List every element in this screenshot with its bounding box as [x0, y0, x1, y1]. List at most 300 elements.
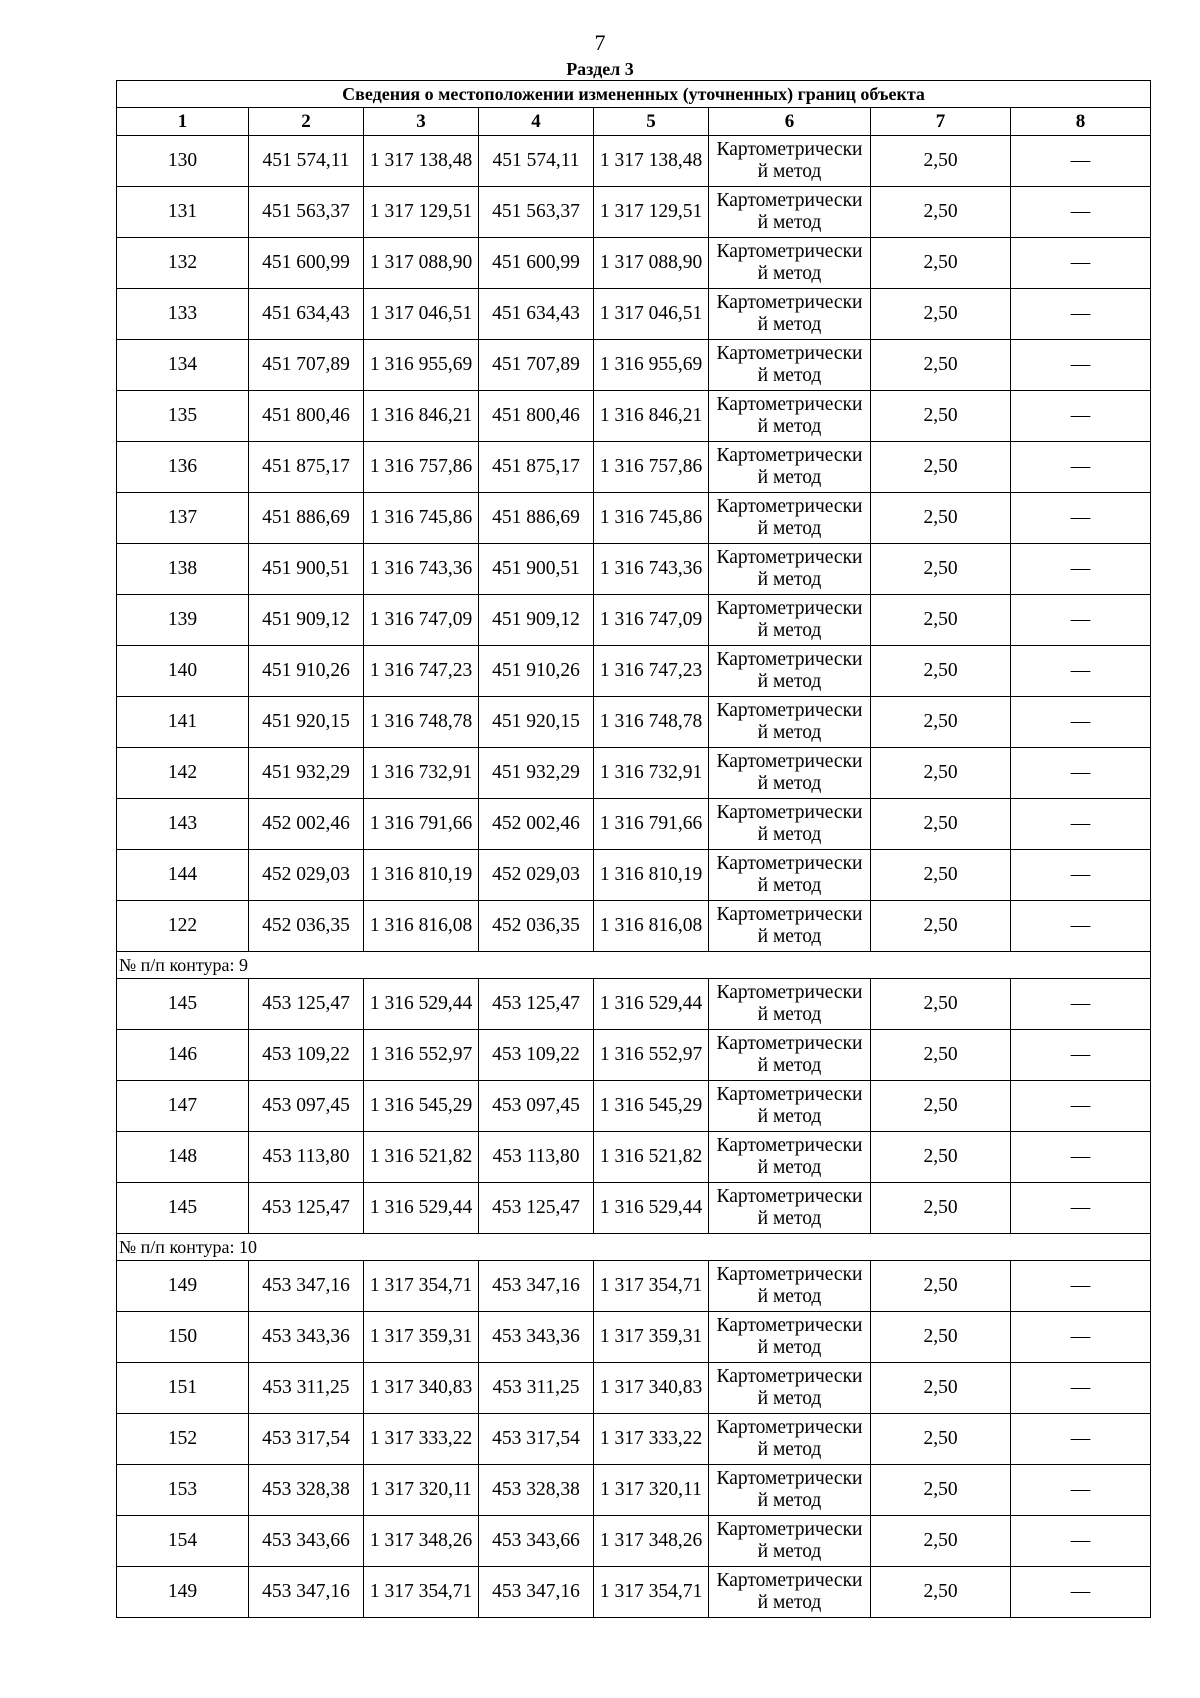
- existing-y-cell: 1 316 552,97: [364, 1030, 479, 1081]
- refined-x-cell: 451 875,17: [479, 442, 594, 493]
- point-number-cell: 137: [117, 493, 249, 544]
- accuracy-cell: 2,50: [871, 340, 1011, 391]
- method-cell: [709, 979, 871, 1030]
- table-row: [117, 442, 1151, 493]
- refined-y-cell: 1 316 757,86: [594, 442, 709, 493]
- existing-y-cell: 1 317 320,11: [364, 1465, 479, 1516]
- method-cell: [709, 340, 871, 391]
- method-line-2: й метод: [757, 1208, 822, 1229]
- method-line-2: й метод: [757, 314, 822, 335]
- accuracy-cell: 2,50: [871, 391, 1011, 442]
- method-line-1: Картометрически: [716, 445, 863, 466]
- method-line-1: Картометрически: [716, 1417, 863, 1438]
- point-number-cell: 139: [117, 595, 249, 646]
- method-line-2: й метод: [757, 1439, 822, 1460]
- column-header: 1: [117, 108, 249, 136]
- existing-y-cell: 1 317 046,51: [364, 289, 479, 340]
- refined-x-cell: 453 125,47: [479, 1183, 594, 1234]
- refined-y-cell: 1 316 529,44: [594, 979, 709, 1030]
- description-cell: —: [1011, 595, 1151, 646]
- accuracy-cell: 2,50: [871, 1261, 1011, 1312]
- table-row: [117, 850, 1151, 901]
- accuracy-cell: 2,50: [871, 697, 1011, 748]
- table-row: [117, 1567, 1151, 1618]
- existing-x-cell: 451 574,11: [249, 136, 364, 187]
- column-header: 4: [479, 108, 594, 136]
- description-cell: —: [1011, 493, 1151, 544]
- refined-x-cell: 453 343,66: [479, 1516, 594, 1567]
- point-number-cell: 153: [117, 1465, 249, 1516]
- method-cell: [709, 595, 871, 646]
- point-number-cell: 142: [117, 748, 249, 799]
- refined-y-cell: 1 317 354,71: [594, 1567, 709, 1618]
- method-line-1: Картометрически: [716, 1264, 863, 1285]
- refined-x-cell: 452 029,03: [479, 850, 594, 901]
- column-number-row: [117, 108, 1151, 136]
- method-cell: [709, 1414, 871, 1465]
- point-number-cell: 133: [117, 289, 249, 340]
- refined-x-cell: 451 920,15: [479, 697, 594, 748]
- method-cell: [709, 697, 871, 748]
- description-cell: —: [1011, 697, 1151, 748]
- existing-x-cell: 453 343,36: [249, 1312, 364, 1363]
- column-header: 7: [871, 108, 1011, 136]
- existing-y-cell: 1 316 810,19: [364, 850, 479, 901]
- method-line-1: Картометрически: [716, 904, 863, 925]
- description-cell: —: [1011, 979, 1151, 1030]
- refined-x-cell: 451 910,26: [479, 646, 594, 697]
- existing-y-cell: 1 316 791,66: [364, 799, 479, 850]
- description-cell: —: [1011, 340, 1151, 391]
- method-line-1: Картометрически: [716, 1135, 863, 1156]
- existing-y-cell: 1 317 138,48: [364, 136, 479, 187]
- table-row: [117, 595, 1151, 646]
- method-line-2: й метод: [757, 1337, 822, 1358]
- existing-y-cell: 1 317 359,31: [364, 1312, 479, 1363]
- table-row: [117, 1363, 1151, 1414]
- existing-x-cell: 451 800,46: [249, 391, 364, 442]
- description-cell: —: [1011, 442, 1151, 493]
- refined-x-cell: 453 347,16: [479, 1567, 594, 1618]
- refined-x-cell: 453 343,36: [479, 1312, 594, 1363]
- method-line-1: Картометрически: [716, 1315, 863, 1336]
- existing-x-cell: 451 910,26: [249, 646, 364, 697]
- method-line-2: й метод: [757, 1388, 822, 1409]
- existing-x-cell: 451 900,51: [249, 544, 364, 595]
- refined-y-cell: 1 316 521,82: [594, 1132, 709, 1183]
- column-header: 2: [249, 108, 364, 136]
- table-row: [117, 238, 1151, 289]
- existing-x-cell: 453 109,22: [249, 1030, 364, 1081]
- existing-y-cell: 1 316 747,23: [364, 646, 479, 697]
- method-line-2: й метод: [757, 1592, 822, 1613]
- method-line-1: Картометрически: [716, 1084, 863, 1105]
- method-cell: [709, 442, 871, 493]
- accuracy-cell: 2,50: [871, 799, 1011, 850]
- existing-y-cell: 1 317 354,71: [364, 1567, 479, 1618]
- refined-y-cell: 1 316 791,66: [594, 799, 709, 850]
- refined-y-cell: 1 316 748,78: [594, 697, 709, 748]
- existing-x-cell: 451 707,89: [249, 340, 364, 391]
- point-number-cell: 145: [117, 979, 249, 1030]
- method-line-2: й метод: [757, 1004, 822, 1025]
- existing-y-cell: 1 317 333,22: [364, 1414, 479, 1465]
- accuracy-cell: 2,50: [871, 1414, 1011, 1465]
- existing-y-cell: 1 317 129,51: [364, 187, 479, 238]
- refined-y-cell: 1 316 745,86: [594, 493, 709, 544]
- refined-x-cell: 451 932,29: [479, 748, 594, 799]
- existing-y-cell: 1 316 732,91: [364, 748, 479, 799]
- refined-y-cell: 1 316 545,29: [594, 1081, 709, 1132]
- method-cell: [709, 1081, 871, 1132]
- existing-x-cell: 452 002,46: [249, 799, 364, 850]
- existing-y-cell: 1 317 088,90: [364, 238, 479, 289]
- existing-x-cell: 451 600,99: [249, 238, 364, 289]
- method-cell: [709, 187, 871, 238]
- method-line-2: й метод: [757, 773, 822, 794]
- existing-y-cell: 1 316 529,44: [364, 1183, 479, 1234]
- description-cell: —: [1011, 1030, 1151, 1081]
- contour-row: [117, 952, 1151, 979]
- existing-x-cell: 453 347,16: [249, 1261, 364, 1312]
- point-number-cell: 145: [117, 1183, 249, 1234]
- column-header: 5: [594, 108, 709, 136]
- table-row: [117, 1081, 1151, 1132]
- refined-y-cell: 1 317 129,51: [594, 187, 709, 238]
- method-line-2: й метод: [757, 416, 822, 437]
- method-cell: [709, 1183, 871, 1234]
- refined-y-cell: 1 317 354,71: [594, 1261, 709, 1312]
- refined-y-cell: 1 317 333,22: [594, 1414, 709, 1465]
- existing-y-cell: 1 316 846,21: [364, 391, 479, 442]
- refined-y-cell: 1 317 359,31: [594, 1312, 709, 1363]
- method-line-2: й метод: [757, 365, 822, 386]
- description-cell: —: [1011, 1081, 1151, 1132]
- method-line-1: Картометрически: [716, 496, 863, 517]
- refined-y-cell: 1 316 747,23: [594, 646, 709, 697]
- existing-x-cell: 453 125,47: [249, 979, 364, 1030]
- existing-x-cell: 453 328,38: [249, 1465, 364, 1516]
- refined-y-cell: 1 316 955,69: [594, 340, 709, 391]
- table-row: [117, 1414, 1151, 1465]
- existing-x-cell: 451 932,29: [249, 748, 364, 799]
- point-number-cell: 152: [117, 1414, 249, 1465]
- method-cell: [709, 544, 871, 595]
- description-cell: —: [1011, 136, 1151, 187]
- method-cell: [709, 646, 871, 697]
- column-header: 6: [709, 108, 871, 136]
- refined-x-cell: 451 600,99: [479, 238, 594, 289]
- point-number-cell: 131: [117, 187, 249, 238]
- accuracy-cell: 2,50: [871, 1183, 1011, 1234]
- existing-x-cell: 453 343,66: [249, 1516, 364, 1567]
- method-line-1: Картометрически: [716, 802, 863, 823]
- refined-x-cell: 452 002,46: [479, 799, 594, 850]
- method-line-1: Картометрически: [716, 1570, 863, 1591]
- refined-x-cell: 453 125,47: [479, 979, 594, 1030]
- description-cell: —: [1011, 391, 1151, 442]
- existing-x-cell: 451 563,37: [249, 187, 364, 238]
- refined-y-cell: 1 317 340,83: [594, 1363, 709, 1414]
- refined-y-cell: 1 316 846,21: [594, 391, 709, 442]
- refined-x-cell: 453 317,54: [479, 1414, 594, 1465]
- page-number: 7: [594, 30, 606, 55]
- point-number-cell: 144: [117, 850, 249, 901]
- contour-label: № п/п контура: 9: [117, 952, 1151, 979]
- point-number-cell: 140: [117, 646, 249, 697]
- refined-y-cell: 1 317 138,48: [594, 136, 709, 187]
- existing-x-cell: 451 875,17: [249, 442, 364, 493]
- method-line-2: й метод: [757, 1106, 822, 1127]
- refined-y-cell: 1 316 816,08: [594, 901, 709, 952]
- refined-y-cell: 1 316 552,97: [594, 1030, 709, 1081]
- accuracy-cell: 2,50: [871, 1516, 1011, 1567]
- method-cell: [709, 1312, 871, 1363]
- accuracy-cell: 2,50: [871, 646, 1011, 697]
- accuracy-cell: 2,50: [871, 493, 1011, 544]
- point-number-cell: 132: [117, 238, 249, 289]
- existing-x-cell: 452 029,03: [249, 850, 364, 901]
- description-cell: —: [1011, 748, 1151, 799]
- table-row: [117, 493, 1151, 544]
- refined-y-cell: 1 316 747,09: [594, 595, 709, 646]
- existing-y-cell: 1 316 748,78: [364, 697, 479, 748]
- existing-y-cell: 1 316 743,36: [364, 544, 479, 595]
- refined-x-cell: 451 707,89: [479, 340, 594, 391]
- method-cell: [709, 1516, 871, 1567]
- existing-x-cell: 453 113,80: [249, 1132, 364, 1183]
- method-line-2: й метод: [757, 620, 822, 641]
- table-row: [117, 136, 1151, 187]
- table-row: [117, 340, 1151, 391]
- description-cell: —: [1011, 646, 1151, 697]
- method-cell: [709, 901, 871, 952]
- accuracy-cell: 2,50: [871, 901, 1011, 952]
- method-line-1: Картометрически: [716, 394, 863, 415]
- table-row: [117, 289, 1151, 340]
- description-cell: —: [1011, 544, 1151, 595]
- point-number-cell: 130: [117, 136, 249, 187]
- contour-label: № п/п контура: 10: [117, 1234, 1151, 1261]
- method-line-2: й метод: [757, 671, 822, 692]
- column-header: 3: [364, 108, 479, 136]
- method-line-1: Картометрически: [716, 700, 863, 721]
- description-cell: —: [1011, 238, 1151, 289]
- accuracy-cell: 2,50: [871, 544, 1011, 595]
- refined-y-cell: 1 316 743,36: [594, 544, 709, 595]
- boundary-table: [116, 80, 1151, 1618]
- refined-y-cell: 1 317 348,26: [594, 1516, 709, 1567]
- accuracy-cell: 2,50: [871, 748, 1011, 799]
- point-number-cell: 122: [117, 901, 249, 952]
- point-number-cell: 146: [117, 1030, 249, 1081]
- accuracy-cell: 2,50: [871, 850, 1011, 901]
- table-row: [117, 799, 1151, 850]
- method-line-1: Картометрически: [716, 190, 863, 211]
- refined-y-cell: 1 316 732,91: [594, 748, 709, 799]
- existing-x-cell: 453 347,16: [249, 1567, 364, 1618]
- refined-x-cell: 453 328,38: [479, 1465, 594, 1516]
- accuracy-cell: 2,50: [871, 136, 1011, 187]
- accuracy-cell: 2,50: [871, 187, 1011, 238]
- table-row: [117, 646, 1151, 697]
- existing-x-cell: 453 125,47: [249, 1183, 364, 1234]
- table-row: [117, 187, 1151, 238]
- refined-y-cell: 1 316 529,44: [594, 1183, 709, 1234]
- accuracy-cell: 2,50: [871, 595, 1011, 646]
- method-line-1: Картометрически: [716, 292, 863, 313]
- existing-y-cell: 1 316 757,86: [364, 442, 479, 493]
- method-line-2: й метод: [757, 212, 822, 233]
- point-number-cell: 141: [117, 697, 249, 748]
- method-cell: [709, 1363, 871, 1414]
- method-line-2: й метод: [757, 467, 822, 488]
- accuracy-cell: 2,50: [871, 442, 1011, 493]
- table-row: [117, 748, 1151, 799]
- accuracy-cell: 2,50: [871, 238, 1011, 289]
- description-cell: —: [1011, 187, 1151, 238]
- method-line-2: й метод: [757, 1541, 822, 1562]
- table-row: [117, 1030, 1151, 1081]
- method-line-2: й метод: [757, 263, 822, 284]
- description-cell: —: [1011, 1261, 1151, 1312]
- method-line-1: Картометрически: [716, 1366, 863, 1387]
- refined-x-cell: 453 347,16: [479, 1261, 594, 1312]
- table-row: [117, 391, 1151, 442]
- accuracy-cell: 2,50: [871, 979, 1011, 1030]
- method-line-1: Картометрически: [716, 139, 863, 160]
- existing-y-cell: 1 317 348,26: [364, 1516, 479, 1567]
- refined-x-cell: 451 900,51: [479, 544, 594, 595]
- refined-x-cell: 451 563,37: [479, 187, 594, 238]
- refined-y-cell: 1 317 320,11: [594, 1465, 709, 1516]
- description-cell: —: [1011, 799, 1151, 850]
- description-cell: —: [1011, 289, 1151, 340]
- description-cell: —: [1011, 901, 1151, 952]
- point-number-cell: 138: [117, 544, 249, 595]
- method-line-2: й метод: [757, 1490, 822, 1511]
- table-row: [117, 1132, 1151, 1183]
- table-row: [117, 697, 1151, 748]
- refined-x-cell: 451 800,46: [479, 391, 594, 442]
- refined-x-cell: 453 109,22: [479, 1030, 594, 1081]
- point-number-cell: 154: [117, 1516, 249, 1567]
- table-body: [117, 136, 1151, 1618]
- refined-y-cell: 1 317 088,90: [594, 238, 709, 289]
- accuracy-cell: 2,50: [871, 1465, 1011, 1516]
- table-row: [117, 1465, 1151, 1516]
- point-number-cell: 149: [117, 1261, 249, 1312]
- point-number-cell: 150: [117, 1312, 249, 1363]
- accuracy-cell: 2,50: [871, 1363, 1011, 1414]
- method-line-2: й метод: [757, 926, 822, 947]
- method-line-1: Картометрически: [716, 1033, 863, 1054]
- existing-x-cell: 453 317,54: [249, 1414, 364, 1465]
- existing-x-cell: 453 097,45: [249, 1081, 364, 1132]
- method-line-1: Картометрически: [716, 1186, 863, 1207]
- method-cell: [709, 799, 871, 850]
- existing-y-cell: 1 316 955,69: [364, 340, 479, 391]
- refined-x-cell: 453 097,45: [479, 1081, 594, 1132]
- method-cell: [709, 1465, 871, 1516]
- description-cell: —: [1011, 1465, 1151, 1516]
- point-number-cell: 147: [117, 1081, 249, 1132]
- existing-x-cell: 451 886,69: [249, 493, 364, 544]
- refined-x-cell: 453 311,25: [479, 1363, 594, 1414]
- description-cell: —: [1011, 1414, 1151, 1465]
- section-title: Раздел 3: [566, 59, 634, 79]
- method-cell: [709, 1030, 871, 1081]
- method-cell: [709, 1567, 871, 1618]
- method-cell: [709, 1261, 871, 1312]
- existing-y-cell: 1 316 816,08: [364, 901, 479, 952]
- existing-x-cell: 451 909,12: [249, 595, 364, 646]
- point-number-cell: 143: [117, 799, 249, 850]
- accuracy-cell: 2,50: [871, 1030, 1011, 1081]
- accuracy-cell: 2,50: [871, 1312, 1011, 1363]
- point-number-cell: 135: [117, 391, 249, 442]
- method-line-2: й метод: [757, 1157, 822, 1178]
- refined-x-cell: 451 634,43: [479, 289, 594, 340]
- method-line-2: й метод: [757, 722, 822, 743]
- column-header: 8: [1011, 108, 1151, 136]
- accuracy-cell: 2,50: [871, 1567, 1011, 1618]
- table-row: [117, 979, 1151, 1030]
- method-line-1: Картометрически: [716, 343, 863, 364]
- table-row: [117, 1183, 1151, 1234]
- method-line-1: Картометрически: [716, 598, 863, 619]
- existing-x-cell: 451 920,15: [249, 697, 364, 748]
- refined-x-cell: 452 036,35: [479, 901, 594, 952]
- method-line-2: й метод: [757, 1055, 822, 1076]
- method-line-1: Картометрически: [716, 1519, 863, 1540]
- table-row: [117, 544, 1151, 595]
- method-cell: [709, 136, 871, 187]
- method-cell: [709, 289, 871, 340]
- method-line-2: й метод: [757, 518, 822, 539]
- description-cell: —: [1011, 1516, 1151, 1567]
- existing-y-cell: 1 317 354,71: [364, 1261, 479, 1312]
- point-number-cell: 136: [117, 442, 249, 493]
- method-line-2: й метод: [757, 1286, 822, 1307]
- table-row: [117, 1261, 1151, 1312]
- existing-y-cell: 1 316 747,09: [364, 595, 479, 646]
- table-row: [117, 1312, 1151, 1363]
- method-line-1: Картометрически: [716, 1468, 863, 1489]
- refined-x-cell: 451 574,11: [479, 136, 594, 187]
- table-row: [117, 901, 1151, 952]
- method-cell: [709, 748, 871, 799]
- contour-row: [117, 1234, 1151, 1261]
- description-cell: —: [1011, 1183, 1151, 1234]
- accuracy-cell: 2,50: [871, 289, 1011, 340]
- existing-y-cell: 1 317 340,83: [364, 1363, 479, 1414]
- method-line-2: й метод: [757, 875, 822, 896]
- description-cell: —: [1011, 1132, 1151, 1183]
- description-cell: —: [1011, 1312, 1151, 1363]
- method-cell: [709, 238, 871, 289]
- method-cell: [709, 493, 871, 544]
- existing-x-cell: 453 311,25: [249, 1363, 364, 1414]
- existing-x-cell: 452 036,35: [249, 901, 364, 952]
- accuracy-cell: 2,50: [871, 1132, 1011, 1183]
- existing-y-cell: 1 316 529,44: [364, 979, 479, 1030]
- point-number-cell: 134: [117, 340, 249, 391]
- existing-y-cell: 1 316 521,82: [364, 1132, 479, 1183]
- accuracy-cell: 2,50: [871, 1081, 1011, 1132]
- existing-x-cell: 451 634,43: [249, 289, 364, 340]
- point-number-cell: 151: [117, 1363, 249, 1414]
